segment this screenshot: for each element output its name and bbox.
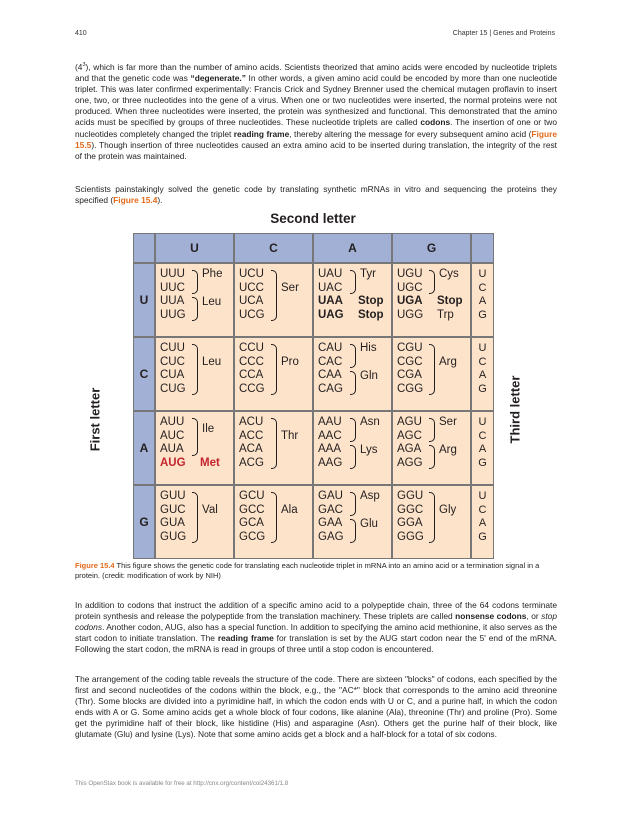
bracket [192,344,198,395]
bracket [271,492,277,543]
codon: AUU [160,416,185,428]
codon: UAG [318,308,344,321]
codon: CUG [160,382,186,395]
codon: CAC [318,355,343,368]
caption-label: Figure 15.4 [75,561,115,570]
bracket [429,270,435,294]
caption-text: This figure shows the genetic code for translating each nucleotide triplet in mRNA into an amino acid or a termination signal in a protein. (credit: modification of work by NIH) [75,561,540,580]
codon: UCC [239,281,264,294]
bracket [192,492,198,543]
codon: GUG [160,530,187,543]
p1-text: . The insertion of one or two nucleotides completely changed the triplet [75,117,557,139]
third-base: U [478,490,487,502]
third-base: G [478,456,487,469]
codon: CGG [397,382,424,395]
codon: GCA [239,517,264,530]
bracket [350,344,356,368]
footer-note: This OpenStax book is available for free at http://cnx.org/content/col24361/1.8 [75,780,289,787]
codon: UGC [397,281,423,294]
bracket [429,445,435,469]
amino-acid-label: Phe [202,268,223,281]
bracket [350,492,356,516]
amino-acid-label: Lys [360,443,378,456]
p1-text: In other words, a given amino acid could be encoded by more than one nucleotide triplet. This was later confirmed experimentally: Francis Crick and Sydney Brenner used the chemical mutagen proflavin to insert one, two, or three nucleotides into the gene of a virus. When one or two nucleotides were inserted, the normal proteins were not produced. When three nucleotides were inserted, the protein was synthesized and functional. This demonstrated that the amino acids must be specified by groups of three nucleotides. These nucleotide triplets are called [75,73,557,128]
p1-text: , thereby altering the message for every subsequent amino acid ( [289,128,532,139]
codon: UUA [160,295,185,308]
second-letter-label: Second letter [270,211,356,226]
codon: GUU [160,490,186,502]
codon: AGU [397,416,422,428]
codon: CUU [160,342,185,354]
row-header-G: G [133,485,155,559]
codon: GGC [397,503,424,516]
bracket [350,519,356,543]
amino-acid-label: Stop [358,295,384,308]
p3-text: , or [526,611,542,622]
codon: UCU [239,268,264,280]
bracket [350,270,356,294]
amino-acid-label: Stop [437,295,463,308]
bracket [271,270,277,321]
term-nonsense-codons: nonsense codons [455,611,527,622]
codon: UCA [239,295,264,308]
bracket [350,418,356,442]
figure-15-5-link[interactable]: Figure 15.5 [75,128,557,150]
codon: UAA [318,295,343,308]
amino-acid-label: Met [200,456,220,469]
amino-acid-label: Asn [360,416,380,429]
bracket [429,492,435,543]
term-reading-frame-2: reading frame [217,633,274,644]
third-base: G [478,382,487,395]
codon: GUC [160,503,186,516]
chapter-title: Chapter 15 | Genes and Proteins [452,30,555,37]
third-base: G [478,308,487,321]
codon: UUC [160,281,185,294]
codon: CAA [318,369,342,382]
amino-acid-label: His [360,342,377,355]
codon: CCA [239,369,264,382]
amino-acid-label: Trp [437,308,454,321]
amino-acid-label: Val [202,503,218,516]
codon: AAA [318,443,342,456]
paragraph-2 [75,184,557,206]
codon: CAU [318,342,343,354]
figure-15-4-link[interactable]: Figure 15.4 [113,195,158,206]
third-base: U [478,268,487,280]
codon: CUC [160,355,185,368]
row-header-U: U [133,263,155,337]
codon: AGG [397,456,423,469]
codon: GGA [397,517,423,530]
third-base: G [478,530,487,543]
corner-blank [133,233,155,263]
p2-text: ). [157,195,163,206]
amino-acid-label: Glu [360,517,378,530]
row-header-C: C [133,337,155,411]
third-base: U [478,342,487,354]
bracket [192,418,198,456]
codon: UUG [160,308,186,321]
codon: UUU [160,268,185,280]
codon: GGG [397,530,424,543]
corner-blank [471,233,494,263]
amino-acid-label: Ser [281,281,299,294]
amino-acid-label: Gly [439,503,457,516]
amino-acid-label: Tyr [360,268,376,281]
codon: CGU [397,342,423,354]
amino-acid-label: Ala [281,503,298,516]
codon: GCC [239,503,265,516]
third-base: A [478,369,487,382]
paragraph-4: The arrangement of the coding table reveals the structure of the code. There are sixteen "blocks" of codons, each specified by the first and second nucleotides of the codons within the block, e.g., the "AC*" block that corresponds to the amino acid threonine (Thr). Some blocks are divided into a pyrimidine half, in which the codon ends with U or C, and a purine half, in which the codon ends with A or G. Some amino acids get a whole block of four codons, like alanine (Ala), threonine (Thr) and proline (Pro). Some get the pyrimidine half of their block, like histidine (His) and asparagine (Asn). Others get the purine half of their block, like glutamate (Glu) and lysine (Lys). Note that some amino acids get a block and a half-block for a total of six codons. [75,674,557,740]
column-header-C: C [234,233,313,263]
amino-acid-label: Arg [439,355,457,368]
p1-text: (4 [75,62,83,72]
bracket [429,344,435,395]
p3-text: . Another codon, AUG, also has a special function. In addition to specifying the amino acid methionine, it also serves as the start codon to initiate translation. The [75,622,557,644]
amino-acid-label: Ser [439,416,457,429]
third-base: U [478,416,487,428]
codon: GAC [318,503,343,516]
codon: AAC [318,429,342,442]
third-letter-label: Third letter [507,375,523,444]
term-codons: codons [420,117,451,128]
row-header-A: A [133,411,155,485]
codon: GAA [318,517,343,530]
column-header-G: G [392,233,471,263]
codon: ACG [239,456,264,469]
third-base: A [478,295,487,308]
p2-text: Scientists painstakingly solved the genetic code by translating synthetic mRNAs in vitro and sequencing the proteins they specified ( [75,184,557,206]
third-base: C [478,429,487,442]
amino-acid-label: Asp [360,490,380,503]
codon: AUC [160,429,185,442]
bracket [271,344,277,395]
codon: GCU [239,490,265,502]
codon: AUG [160,456,186,469]
codon: ACA [239,443,263,456]
amino-acid-label: Gln [360,369,378,382]
amino-acid-label: Leu [202,355,222,368]
p1-text: ), which is far more than the number of amino acids. Scientists theorized that amino acids were encoded by nucleotide triplets and that the genetic code was [75,62,557,84]
codon: AAU [318,416,342,428]
codon: GGU [397,490,424,502]
column-header-U: U [155,233,234,263]
codon: CCU [239,342,264,354]
codon: UGG [397,308,424,321]
term-reading-frame: reading frame [233,128,290,139]
codon: AGA [397,443,422,456]
third-base: A [478,517,487,530]
codon: GAG [318,530,344,543]
amino-acid-label: Leu [202,295,222,308]
codon: AAG [318,456,343,469]
bracket [192,270,198,294]
paragraph-1 [75,62,557,162]
amino-acid-label: Ile [202,423,215,436]
third-base: A [478,443,487,456]
first-letter-label: First letter [87,387,103,452]
codon: CAG [318,382,343,395]
codon: UAU [318,268,343,280]
codon: UCG [239,308,265,321]
codon: GAU [318,490,343,502]
figure-caption [75,561,557,581]
codon: CCC [239,355,264,368]
paragraph-3 [75,600,557,655]
column-header-A: A [313,233,392,263]
codon: AGC [397,429,422,442]
codon: CUA [160,369,185,382]
codon: ACC [239,429,264,442]
amino-acid-label: Cys [439,268,459,281]
p3-text: In addition to codons that instruct the addition of a specific amino acid to a polypeptide chain, three of the 64 codons terminate protein synthesis and release the polypeptide from the translation machinery. These triplets are called [75,600,557,622]
codon: CCG [239,382,265,395]
p1-text: ). Though insertion of three nucleotides caused an extra amino acid to be inserted during translation, the integrity of the rest of the protein was maintained. [75,139,557,161]
bracket [350,371,356,395]
p3-text: for translation is set by the AUG start codon near the 5' end of the mRNA. Following the start codon, the mRNA is read in groups of three until a stop codon is encountered. [75,633,557,655]
page-number: 410 [75,30,87,37]
codon: GUA [160,517,185,530]
term-stop-codons: stop codons [75,611,557,633]
codon: ACU [239,416,264,428]
amino-acid-label: Thr [281,429,299,442]
term-degenerate: “degenerate.” [190,73,246,84]
codon: UAC [318,281,343,294]
bracket [271,418,277,469]
amino-acid-label: Stop [358,308,384,321]
amino-acid-label: Arg [439,443,457,456]
exponent: 3 [82,62,86,69]
codon: AUA [160,443,184,456]
bracket [429,418,435,442]
bracket [192,297,198,321]
codon: CGC [397,355,423,368]
codon: UGA [397,295,423,308]
codon: CGA [397,369,422,382]
amino-acid-label: Pro [281,355,299,368]
codon: GCG [239,530,266,543]
third-base: C [478,503,487,516]
third-base: C [478,355,487,368]
codon: UGU [397,268,423,280]
third-base: C [478,281,487,294]
bracket [350,445,356,469]
